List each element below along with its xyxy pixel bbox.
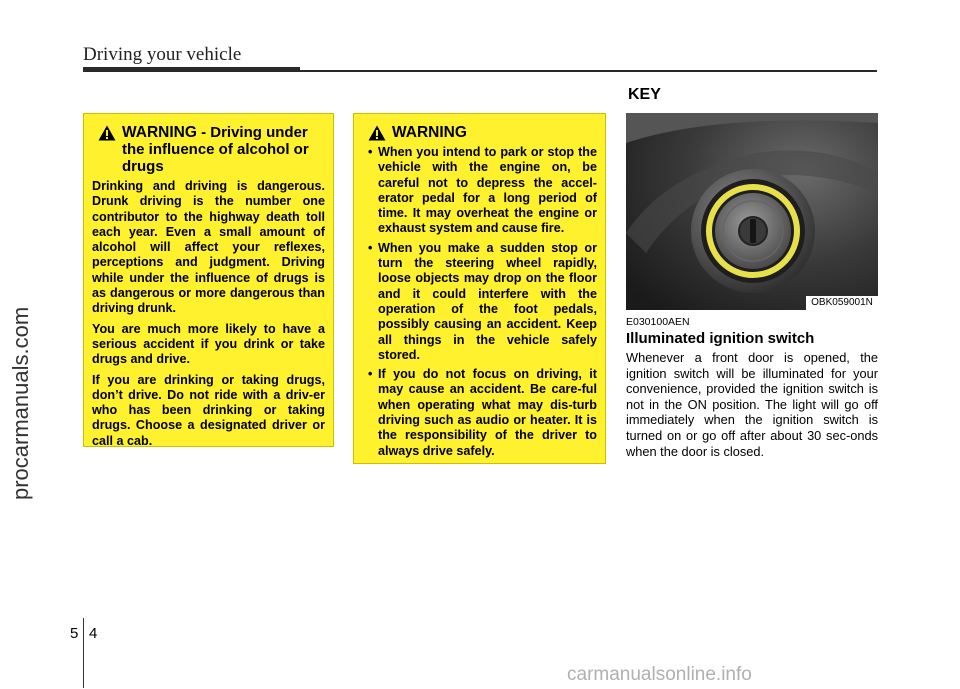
warning-bullet	[362, 367, 597, 459]
warning-paragraph: You are much more likely to have a serious accident if you drink or take drugs and drive.	[92, 321, 325, 367]
section-title-key: KEY	[628, 86, 661, 103]
footer-watermark: carmanualsonline.info	[567, 664, 752, 685]
warning-triangle-icon	[98, 125, 116, 141]
warning-bullet	[362, 145, 597, 237]
header-rule-thick	[83, 67, 300, 72]
warning-subtitle: - Driving under the influence of alcohol or drugs	[122, 124, 309, 175]
photo-caption-code: OBK059001N	[806, 296, 878, 310]
warning-bullet	[362, 241, 597, 363]
warning-paragraph: If you are drinking or taking drugs, don’t drive. Do not ride with a driv-er who has been drinking or taking drugs. Choose a designated driver or call a cab.	[92, 372, 325, 448]
warning-box-driving	[353, 113, 606, 464]
chapter-number: 5	[70, 625, 79, 642]
ignition-switch-photo	[626, 113, 878, 310]
body-paragraph: Whenever a front door is opened, the ignition switch will be illuminated for your convenience, provided the ignition switch is not in the ON position. The light will go off immediately when the ignition switch is turned on or go off after about 30 sec-onds when the door is closed.	[626, 350, 878, 459]
section-code: E030100AEN	[626, 316, 690, 328]
warning-bullet-list	[362, 145, 597, 459]
warning-triangle-icon	[368, 125, 386, 141]
bullet-dot-icon: •	[368, 367, 373, 382]
warning-bullet-text: When you make a sudden stop or turn the steering wheel rapidly, loose objects may drop on the floor and it could interfere with the operation of the foot pedals, possibly causing an accident. Keep all things in the vehicle safely stored.	[378, 240, 597, 362]
warning-box-alcohol	[83, 113, 334, 447]
subheading-illuminated-ignition-switch: Illuminated ignition switch	[626, 330, 815, 347]
bullet-dot-icon: •	[368, 240, 373, 255]
warning-title	[122, 124, 325, 175]
footer-divider	[83, 618, 84, 688]
warning-header	[92, 124, 325, 175]
page-header-title: Driving your vehicle	[83, 44, 242, 65]
ignition-switch-illustration	[626, 113, 878, 310]
warning-title: WARNING	[392, 124, 467, 141]
page-number: 4	[89, 625, 98, 642]
warning-paragraph: Drinking and driving is dangerous. Drunk driving is the number one contributor to the highway death toll each year. Even a small amount of alcohol will affect your reflexes, perceptions and judgment. Driving while under the influence of drugs is as dangerous or more dangerous than driving drunk.	[92, 179, 325, 316]
side-watermark: procarmanuals.com	[8, 306, 33, 500]
warning-bullet-text: If you do not focus on driving, it may cause an accident. Be care-ful when operating what may dis-turb driving such as audio or heater. It is the responsibility of the driver to always drive safely.	[378, 367, 597, 458]
warning-bullet-text: When you intend to park or stop the vehicle with the engine on, be careful not to depress the accel-erator pedal for a long period of time. It may overheat the engine or exhaust system and cause fire.	[378, 145, 597, 236]
bullet-dot-icon: •	[368, 145, 373, 159]
warning-header	[362, 124, 597, 141]
header-rule-thin	[300, 70, 877, 72]
warning-title-label: WARNING	[122, 124, 197, 141]
